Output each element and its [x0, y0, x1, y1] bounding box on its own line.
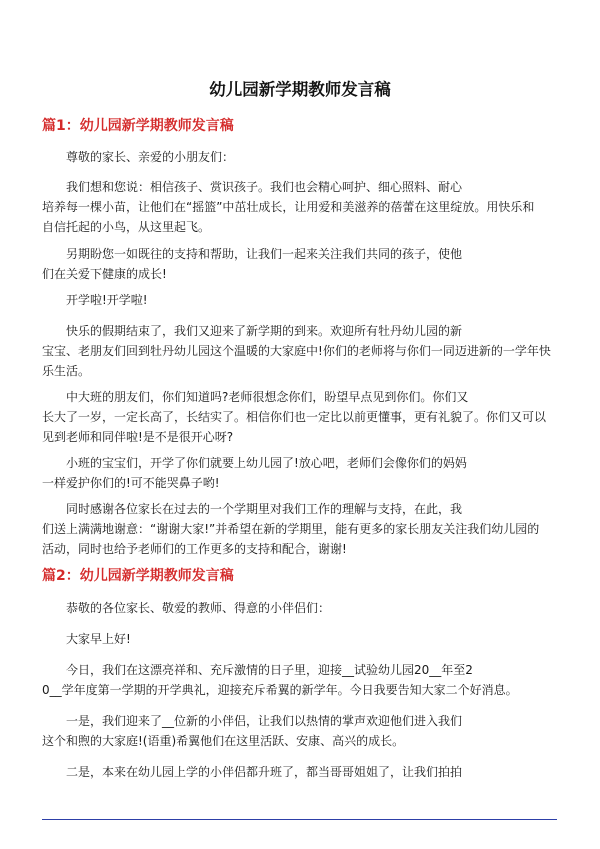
- paragraph-line: 们送上满满地谢意：“谢谢大家!”并希望在新的学期里，能有更多的家长朋友关注我们幼儿园的: [42, 522, 540, 536]
- paragraph-line: 这个和煦的大家庭!(语重)希翼他们在这里活跃、安康、高兴的成长。: [42, 734, 405, 748]
- paragraph-line: 另期盼您一如既往的支持和帮助，让我们一起来关注我们共同的孩子，使他: [66, 247, 463, 261]
- paragraph-line: 一样爱护你们的!可不能哭鼻子哟!: [42, 476, 220, 490]
- paragraph-line: 同时感谢各位家长在过去的一个学期里对我们工作的理解与支持，在此，我: [66, 502, 463, 516]
- section-heading-2: 篇2：幼儿园新学期教师发言稿: [42, 568, 234, 584]
- paragraph-line: 我们想和您说：相信孩子、赏识孩子。我们也会精心呵护、细心照料、耐心: [66, 180, 463, 194]
- paragraph-line: 今日，我们在这漂亮祥和、充斥激情的日子里，迎接__试验幼儿园20__年至2: [66, 663, 473, 677]
- paragraph-line: 长大了一岁，一定长高了，长结实了。相信你们也一定比以前更懂事，更有礼貌了。你们又可以: [42, 410, 547, 424]
- paragraph-line: 快乐的假期结束了，我们又迎来了新学期的到来。欢迎所有牡丹幼儿园的新: [66, 324, 463, 338]
- paragraph-line: 尊敬的家长、亲爱的小朋友们：: [66, 150, 235, 164]
- paragraph-line: 开学啦!开学啦!: [66, 293, 148, 307]
- paragraph-line: 二是，本来在幼儿园上学的小伴侣都升班了，都当哥哥姐姐了，让我们拍拍: [66, 765, 463, 779]
- document-title: 幼儿园新学期教师发言稿: [209, 80, 391, 99]
- paragraph-line: 0__学年度第一学期的开学典礼，迎接充斥希翼的新学年。今日我要告知大家二个好消息。: [42, 683, 518, 697]
- paragraph-line: 活动，同时也给予老师们的工作更多的支持和配合，谢谢!: [42, 542, 347, 556]
- section-heading-1: 篇1：幼儿园新学期教师发言稿: [42, 118, 234, 134]
- paragraph-line: 乐生活。: [42, 364, 91, 378]
- paragraph-line: 见到老师和同伴啦!是不是很开心呀?: [42, 430, 234, 444]
- paragraph-line: 恭敬的各位家长、敬爱的教师、得意的小伴侣们：: [66, 601, 331, 615]
- paragraph-line: 们在关爱下健康的成长!: [42, 267, 167, 281]
- paragraph-line: 中大班的朋友们，你们知道吗?老师很想念你们，盼望早点见到你们。你们又: [66, 390, 469, 404]
- paragraph-line: 大家早上好!: [66, 632, 131, 646]
- paragraph-line: 宝宝、老朋友们回到牡丹幼儿园这个温暖的大家庭中!你们的老师将与你们一同迈进新的一学年快: [42, 344, 551, 358]
- paragraph-line: 一是，我们迎来了__位新的小伴侣，让我们以热情的掌声欢迎他们进入我们: [66, 714, 463, 728]
- paragraph-line: 培养每一棵小苗，让他们在“摇篮”中茁壮成长，让用爱和美滋养的蓓蕾在这里绽放。用快乐和: [42, 200, 535, 214]
- paragraph-line: 小班的宝宝们，开学了你们就要上幼儿园了!放心吧，老师们会像你们的妈妈: [66, 456, 467, 470]
- paragraph-line: 自信托起的小鸟，从这里起飞。: [42, 220, 211, 234]
- footer-divider: [42, 819, 557, 820]
